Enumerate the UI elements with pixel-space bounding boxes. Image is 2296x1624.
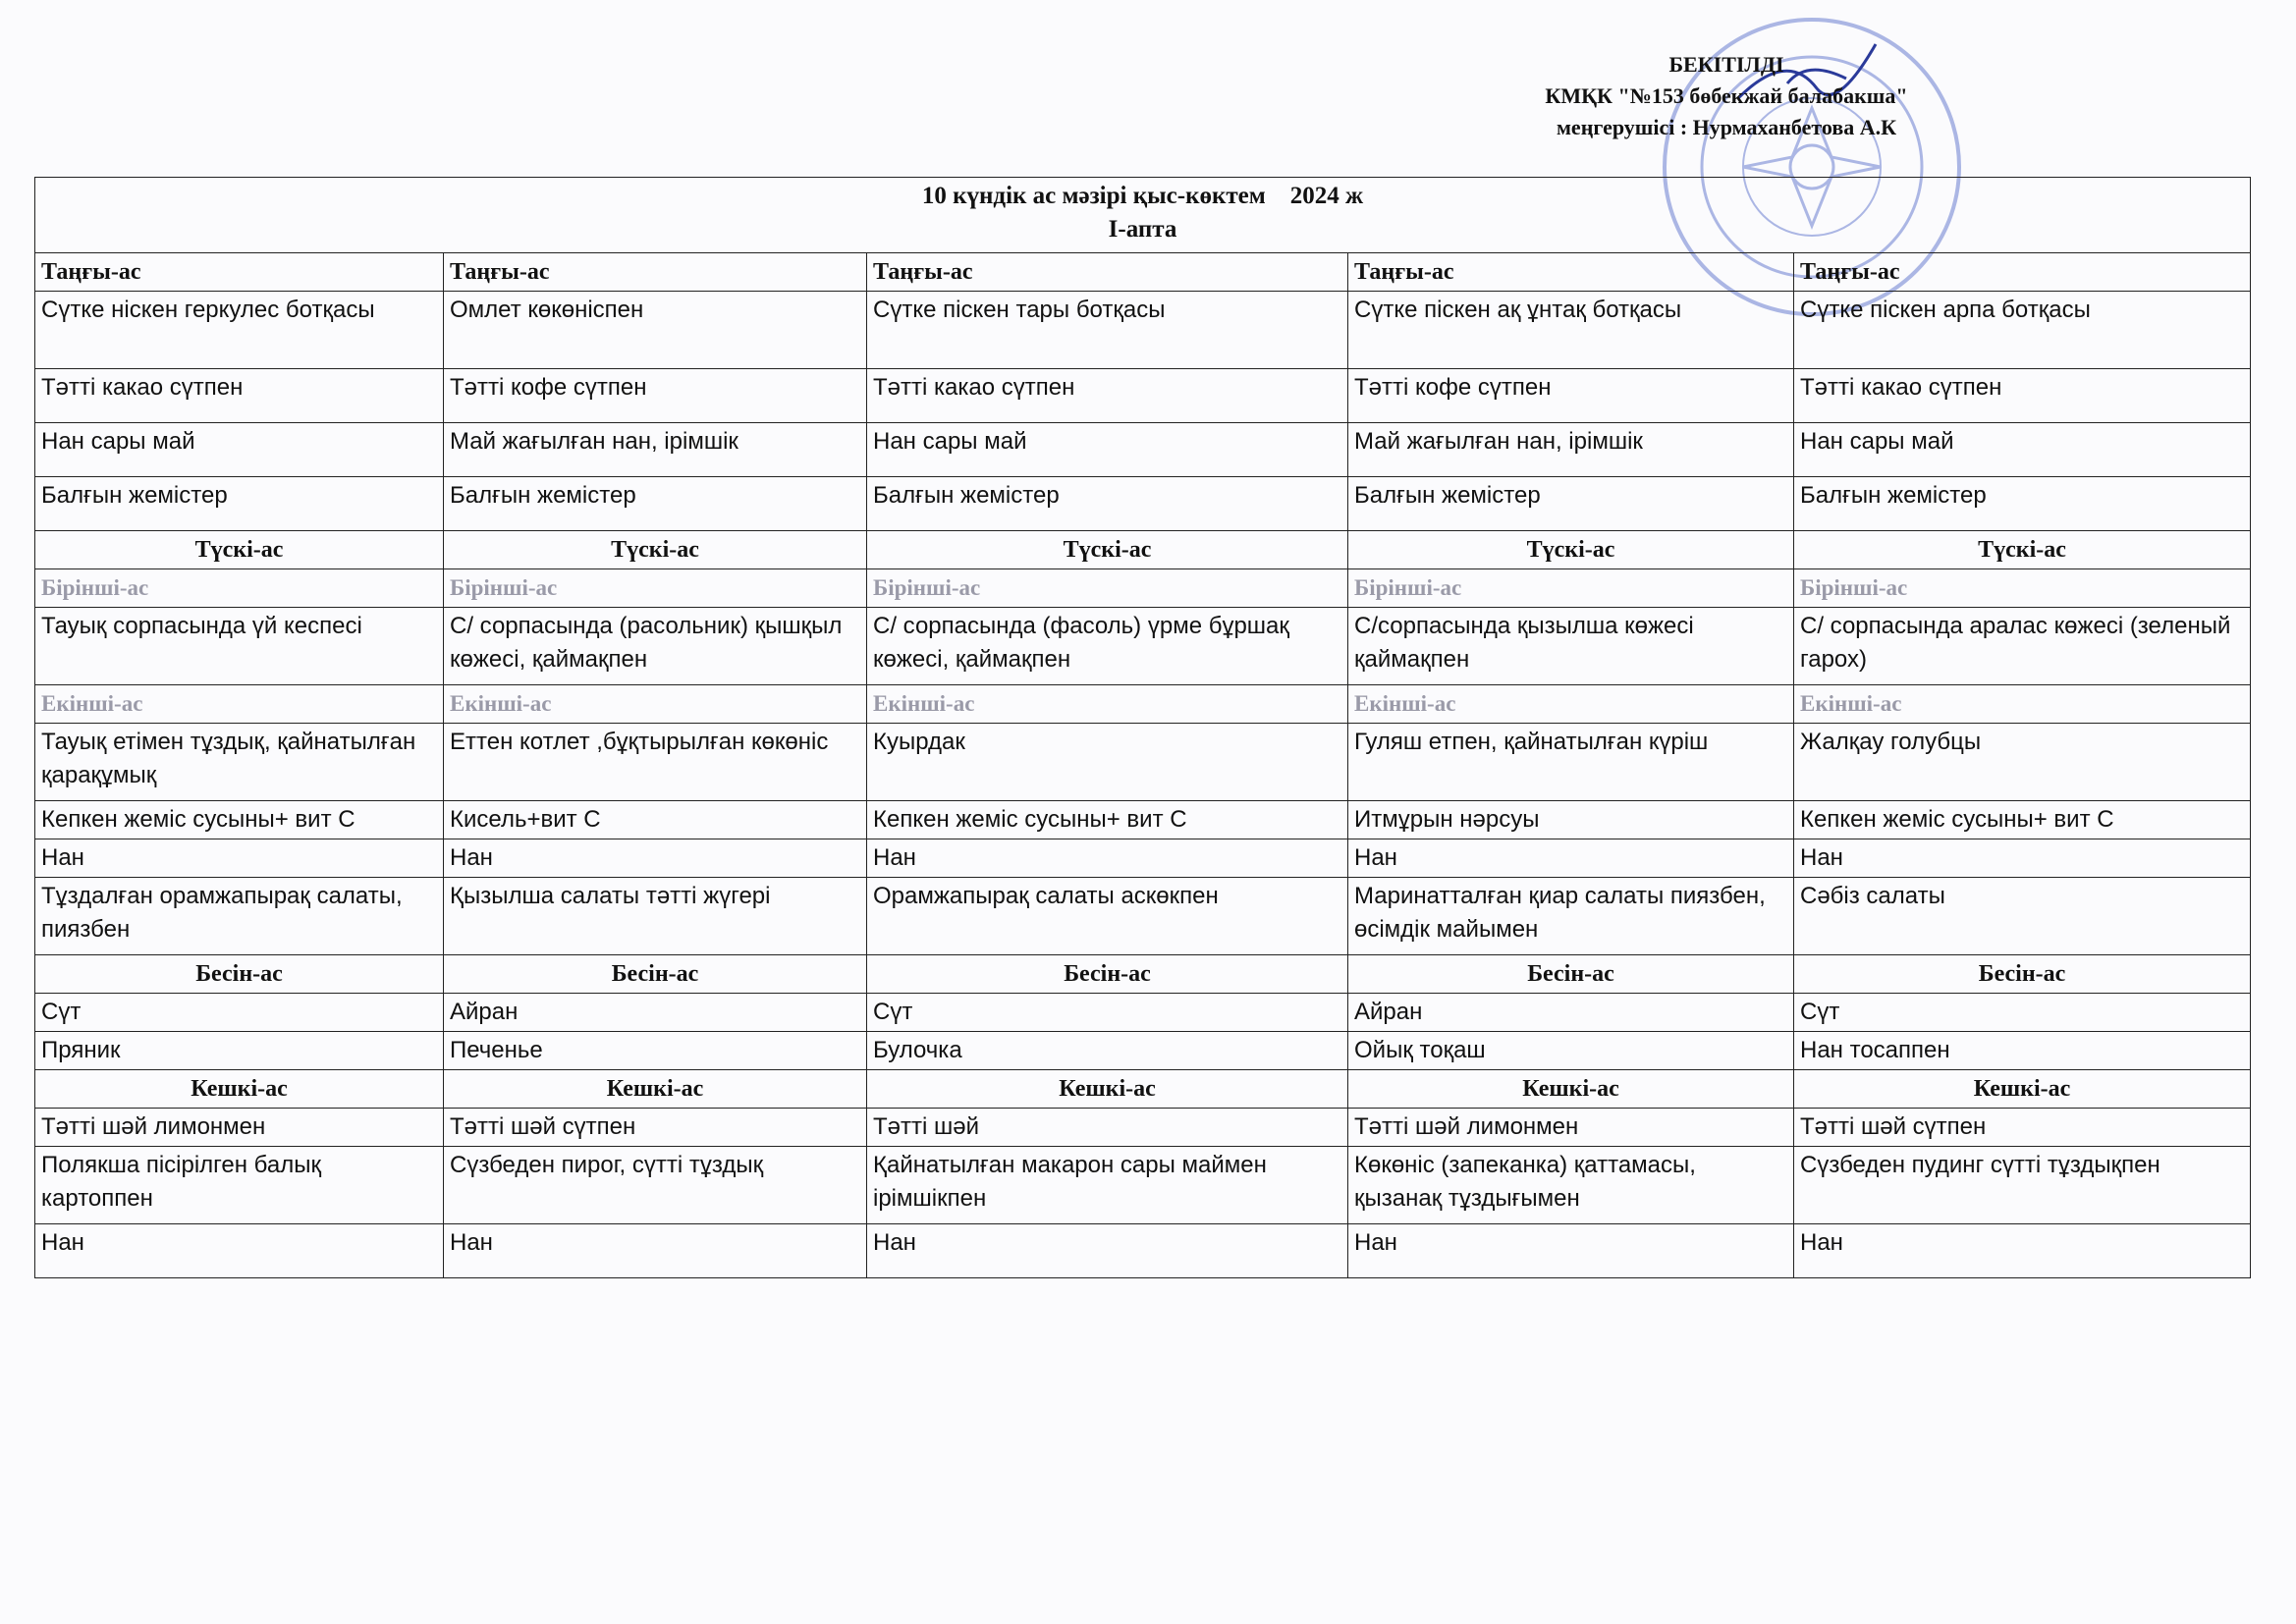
table-row: [35, 801, 2251, 839]
menu-cell: Тәтті шәй лимонмен: [1348, 1109, 1794, 1147]
menu-cell: Нан: [1794, 839, 2251, 878]
menu-cell: Нан сары май: [35, 423, 444, 477]
menu-cell: Сүтке ніскен геркулес ботқасы: [35, 292, 444, 369]
menu-cell: Нан: [867, 839, 1348, 878]
table-row: [35, 1109, 2251, 1147]
menu-cell: Тәтті какао сүтпен: [35, 369, 444, 423]
menu-cell: Май жағылған нан, ірімшік: [444, 423, 867, 477]
table-row: [35, 477, 2251, 531]
menu-cell: Тәтті шәй: [867, 1109, 1348, 1147]
menu-cell: Тәтті шәй сүтпен: [444, 1109, 867, 1147]
menu-cell: Сүт: [1794, 994, 2251, 1032]
menu-cell: Кепкен жеміс сусыны+ вит С: [35, 801, 444, 839]
approval-block: [1451, 49, 2001, 143]
snack-header-row: [35, 955, 2251, 994]
menu-cell: Гуляш етпен, қайнатылған күріш: [1348, 724, 1794, 801]
second-course-label: Екінші-ас: [1794, 685, 2251, 724]
approval-organization: КМҚК "№153 бөбекжай балабакша": [1545, 83, 1908, 108]
snack-label: Бесін-ас: [867, 955, 1348, 994]
menu-cell: Балғын жемістер: [35, 477, 444, 531]
dinner-label: Кешкі-ас: [867, 1070, 1348, 1109]
menu-cell: Кепкен жеміс сусыны+ вит С: [1794, 801, 2251, 839]
lunch-label: Түскі-ас: [35, 531, 444, 569]
breakfast-label: Таңғы-ас: [867, 253, 1348, 292]
menu-cell: Балғын жемістер: [867, 477, 1348, 531]
second-course-label: Екінші-ас: [35, 685, 444, 724]
menu-cell: Еттен котлет ,бұқтырылған көкөніс: [444, 724, 867, 801]
menu-cell: Жалқау голубцы: [1794, 724, 2251, 801]
menu-cell: Ойық тоқаш: [1348, 1032, 1794, 1070]
menu-cell: Маринатталған қиар салаты пиязбен, өсімдік майымен: [1348, 878, 1794, 955]
breakfast-label: Таңғы-ас: [444, 253, 867, 292]
snack-label: Бесін-ас: [444, 955, 867, 994]
menu-cell: Тәтті кофе сүтпен: [1348, 369, 1794, 423]
menu-cell: Айран: [1348, 994, 1794, 1032]
first-course-label: Бірінші-ас: [1348, 569, 1794, 608]
menu-cell: Сүт: [867, 994, 1348, 1032]
menu-cell: Балғын жемістер: [444, 477, 867, 531]
menu-cell: Тәтті шәй сүтпен: [1794, 1109, 2251, 1147]
approval-director: меңгерушісі : Нурмаханбетова А.К: [1556, 115, 1897, 139]
table-row: [35, 292, 2251, 369]
menu-cell: Балғын жемістер: [1348, 477, 1794, 531]
menu-cell: Нан: [35, 1224, 444, 1278]
first-course-label: Бірінші-ас: [867, 569, 1348, 608]
breakfast-header-row: [35, 253, 2251, 292]
menu-cell: Нан: [867, 1224, 1348, 1278]
menu-cell: Нан: [35, 839, 444, 878]
menu-cell: Балғын жемістер: [1794, 477, 2251, 531]
approval-title: БЕКІТІЛДІ: [1668, 52, 1784, 77]
menu-cell: Омлет көкөніспен: [444, 292, 867, 369]
second-course-label: Екінші-ас: [444, 685, 867, 724]
week-label: I-апта: [1108, 216, 1177, 243]
first-course-label: Бірінші-ас: [444, 569, 867, 608]
menu-title-cell: [35, 178, 2251, 253]
first-course-label: Бірінші-ас: [1794, 569, 2251, 608]
breakfast-label: Таңғы-ас: [1794, 253, 2251, 292]
menu-cell: Итмұрын нәрсуы: [1348, 801, 1794, 839]
table-row: [35, 839, 2251, 878]
dinner-label: Кешкі-ас: [35, 1070, 444, 1109]
table-row: [35, 994, 2251, 1032]
menu-cell: Көкөніс (запеканка) қаттамасы, қызанақ тұздығымен: [1348, 1147, 1794, 1224]
menu-cell: Тауық сорпасында үй кеспесі: [35, 608, 444, 685]
menu-cell: Нан: [1794, 1224, 2251, 1278]
menu-cell: Нан тосаппен: [1794, 1032, 2251, 1070]
menu-cell: Айран: [444, 994, 867, 1032]
table-row: [35, 423, 2251, 477]
title-row: [35, 178, 2251, 253]
table-row: [35, 724, 2251, 801]
menu-cell: Кепкен жеміс сусыны+ вит С: [867, 801, 1348, 839]
dinner-label: Кешкі-ас: [1794, 1070, 2251, 1109]
menu-cell: Сүзбеден пирог, сүтті тұздық: [444, 1147, 867, 1224]
table-row: [35, 1032, 2251, 1070]
menu-cell: Сүтке піскен арпа ботқасы: [1794, 292, 2251, 369]
table-row: [35, 1224, 2251, 1278]
menu-cell: Тәтті какао сүтпен: [867, 369, 1348, 423]
menu-cell: Полякша пісірілген балық картоппен: [35, 1147, 444, 1224]
table-row: [35, 369, 2251, 423]
menu-cell: Нан: [444, 1224, 867, 1278]
menu-cell: Тұздалған орамжапырақ салаты, пиязбен: [35, 878, 444, 955]
menu-table: [34, 177, 2251, 1278]
menu-cell: Сәбіз салаты: [1794, 878, 2251, 955]
first-course-label: Бірінші-ас: [35, 569, 444, 608]
menu-cell: Сүзбеден пудинг сүтті тұздықпен: [1794, 1147, 2251, 1224]
first-course-header-row: [35, 569, 2251, 608]
menu-cell: Кисель+вит С: [444, 801, 867, 839]
menu-cell: Нан сары май: [867, 423, 1348, 477]
menu-cell: Пряник: [35, 1032, 444, 1070]
menu-cell: Нан: [444, 839, 867, 878]
menu-cell: Қайнатылған макарон сары маймен ірімшікпен: [867, 1147, 1348, 1224]
menu-cell: Май жағылған нан, ірімшік: [1348, 423, 1794, 477]
dinner-header-row: [35, 1070, 2251, 1109]
menu-cell: С/ сорпасында (расольник) қышқыл көжесі, қаймақпен: [444, 608, 867, 685]
breakfast-label: Таңғы-ас: [35, 253, 444, 292]
menu-cell: Тауық етімен тұздық, қайнатылған қарақұмық: [35, 724, 444, 801]
second-course-header-row: [35, 685, 2251, 724]
snack-label: Бесін-ас: [1348, 955, 1794, 994]
table-row: [35, 608, 2251, 685]
breakfast-label: Таңғы-ас: [1348, 253, 1794, 292]
lunch-header-row: [35, 531, 2251, 569]
menu-cell: С/сорпасында қызылша көжесі қаймақпен: [1348, 608, 1794, 685]
menu-cell: С/ сорпасында аралас көжесі (зеленый гарох): [1794, 608, 2251, 685]
table-row: [35, 1147, 2251, 1224]
menu-cell: Орамжапырақ салаты аскөкпен: [867, 878, 1348, 955]
menu-cell: Сүтке піскен ақ ұнтақ ботқасы: [1348, 292, 1794, 369]
menu-cell: Тәтті какао сүтпен: [1794, 369, 2251, 423]
menu-cell: Қызылша салаты тәтті жүгері: [444, 878, 867, 955]
menu-cell: Сүтке піскен тары ботқасы: [867, 292, 1348, 369]
menu-cell: Нан: [1348, 1224, 1794, 1278]
snack-label: Бесін-ас: [35, 955, 444, 994]
dinner-label: Кешкі-ас: [1348, 1070, 1794, 1109]
lunch-label: Түскі-ас: [444, 531, 867, 569]
dinner-label: Кешкі-ас: [444, 1070, 867, 1109]
lunch-label: Түскі-ас: [1348, 531, 1794, 569]
second-course-label: Екінші-ас: [1348, 685, 1794, 724]
menu-cell: С/ сорпасында (фасоль) үрме бұршақ көжесі, қаймақпен: [867, 608, 1348, 685]
second-course-label: Екінші-ас: [867, 685, 1348, 724]
menu-cell: Сүт: [35, 994, 444, 1032]
menu-cell: Нан сары май: [1794, 423, 2251, 477]
menu-cell: Куырдак: [867, 724, 1348, 801]
snack-label: Бесін-ас: [1794, 955, 2251, 994]
menu-cell: Булочка: [867, 1032, 1348, 1070]
menu-cell: Нан: [1348, 839, 1794, 878]
menu-cell: Тәтті кофе сүтпен: [444, 369, 867, 423]
lunch-label: Түскі-ас: [1794, 531, 2251, 569]
table-row: [35, 878, 2251, 955]
lunch-label: Түскі-ас: [867, 531, 1348, 569]
menu-title: 10 күндік ас мәзірі қыс-көктем 2024 ж: [921, 183, 1364, 209]
menu-cell: Печенье: [444, 1032, 867, 1070]
menu-cell: Тәтті шәй лимонмен: [35, 1109, 444, 1147]
